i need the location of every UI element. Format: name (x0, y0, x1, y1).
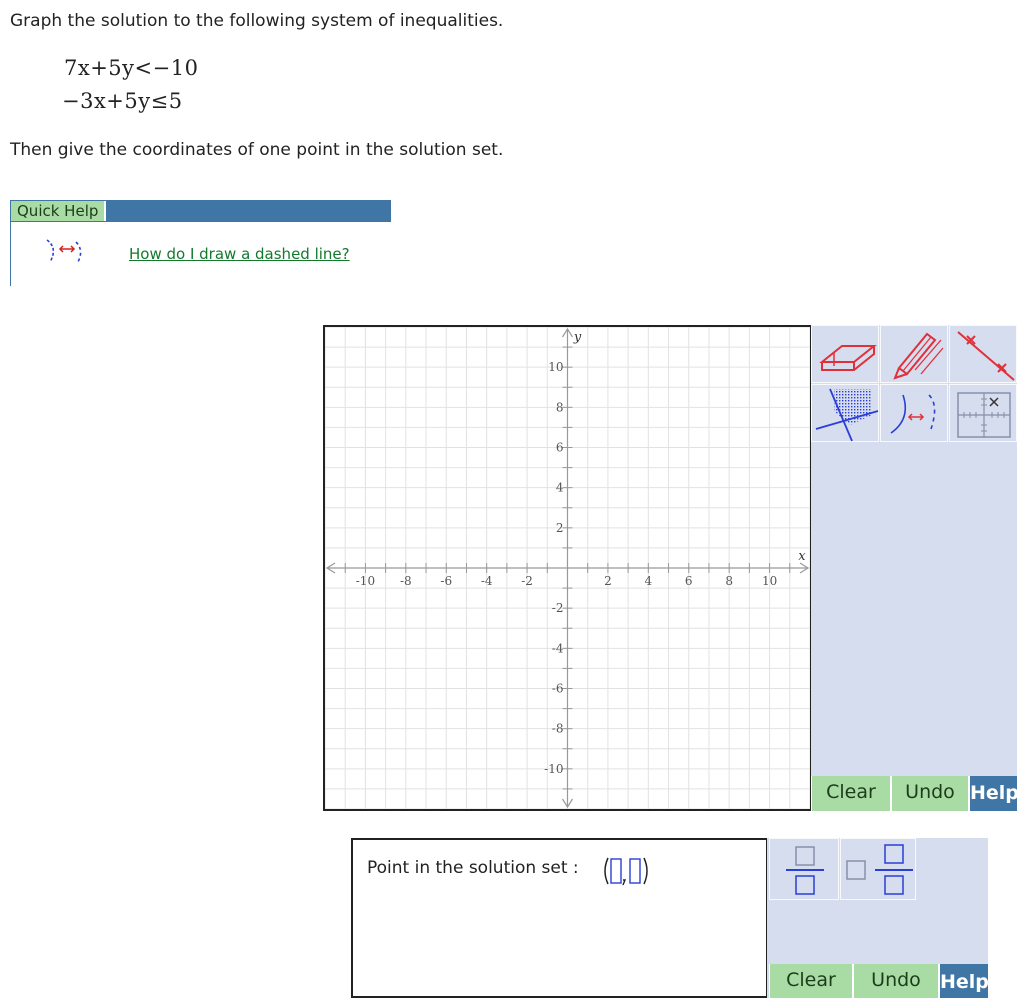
y-tick-label: -6 (551, 681, 564, 696)
dashed-line-help-link[interactable]: How do I draw a dashed line? (129, 245, 350, 263)
eraser-icon (812, 326, 880, 384)
x-tick-label: -2 (521, 574, 533, 588)
line-tool-icon (950, 326, 1018, 384)
answer-help-button[interactable]: Help (938, 964, 988, 998)
x-tick-label: 4 (644, 574, 653, 588)
y-tick-label: -4 (551, 641, 564, 656)
fraction-icon (770, 839, 840, 901)
shade-region-tool-button[interactable] (811, 384, 879, 442)
x-tick-label: 10 (761, 574, 778, 588)
x-tick-label: -4 (480, 574, 493, 588)
answer-input-area[interactable] (351, 838, 768, 998)
y-tick-label: -8 (551, 721, 564, 736)
inequality-2: −3x+5y≤5 (62, 89, 183, 113)
crosshair-grid-tool-button[interactable] (949, 384, 1017, 442)
x-tick-label: -6 (440, 574, 453, 588)
mixed-number-button[interactable] (840, 838, 916, 900)
x-tick-label: -10 (355, 574, 376, 588)
question-follow-up: Then give the coordinates of one point in the solution set. (10, 140, 504, 160)
eraser-tool-button[interactable] (811, 325, 879, 383)
shade-region-icon (812, 385, 880, 443)
crosshair-grid-icon (950, 385, 1018, 443)
dashed-curve-icon (44, 236, 88, 266)
answer-label: Point in the solution set : (367, 858, 579, 878)
graph-svg[interactable] (325, 327, 810, 809)
graph-clear-button[interactable]: Clear (811, 776, 890, 811)
point-y-input[interactable] (630, 859, 640, 883)
x-tick-label: 8 (725, 574, 733, 588)
graph-help-button[interactable]: Help (968, 776, 1017, 811)
quick-help-title[interactable]: Quick Help (11, 201, 106, 221)
answer-tool-panel (767, 838, 988, 998)
y-tick-label: 8 (555, 400, 564, 415)
y-tick-label: 4 (555, 480, 564, 495)
x-tick-label: 6 (684, 574, 693, 588)
y-tick-label: 10 (548, 360, 564, 375)
dashed-curve-tool-button[interactable] (880, 384, 948, 442)
y-tick-label: 2 (555, 520, 564, 535)
pencil-tool-button[interactable] (880, 325, 948, 383)
mixed-number-icon (841, 839, 917, 901)
fraction-button[interactable] (769, 838, 839, 900)
coordinate-pair-input[interactable] (601, 856, 657, 886)
pencil-icon (881, 326, 949, 384)
answer-undo-button[interactable]: Undo (852, 964, 938, 998)
graph-canvas[interactable] (323, 325, 812, 811)
inequality-1: 7x+5y<−10 (64, 56, 199, 80)
x-tick-label: -8 (399, 574, 412, 588)
y-axis-label: y (573, 330, 582, 346)
point-x-input[interactable] (611, 859, 621, 883)
graph-tool-panel (811, 325, 1017, 811)
dashed-curve-icon (881, 385, 949, 443)
quick-help-border (10, 222, 11, 286)
line-tool-button[interactable] (949, 325, 1017, 383)
question-instruction: Graph the solution to the following system of inequalities. (10, 11, 504, 31)
y-tick-label: 6 (555, 440, 564, 455)
y-tick-label: -2 (551, 601, 564, 616)
x-tick-label: 2 (604, 574, 612, 588)
graph-undo-button[interactable]: Undo (890, 776, 968, 811)
answer-clear-button[interactable]: Clear (769, 964, 852, 998)
x-axis-label: x (798, 549, 806, 564)
y-tick-label: -10 (544, 761, 564, 776)
